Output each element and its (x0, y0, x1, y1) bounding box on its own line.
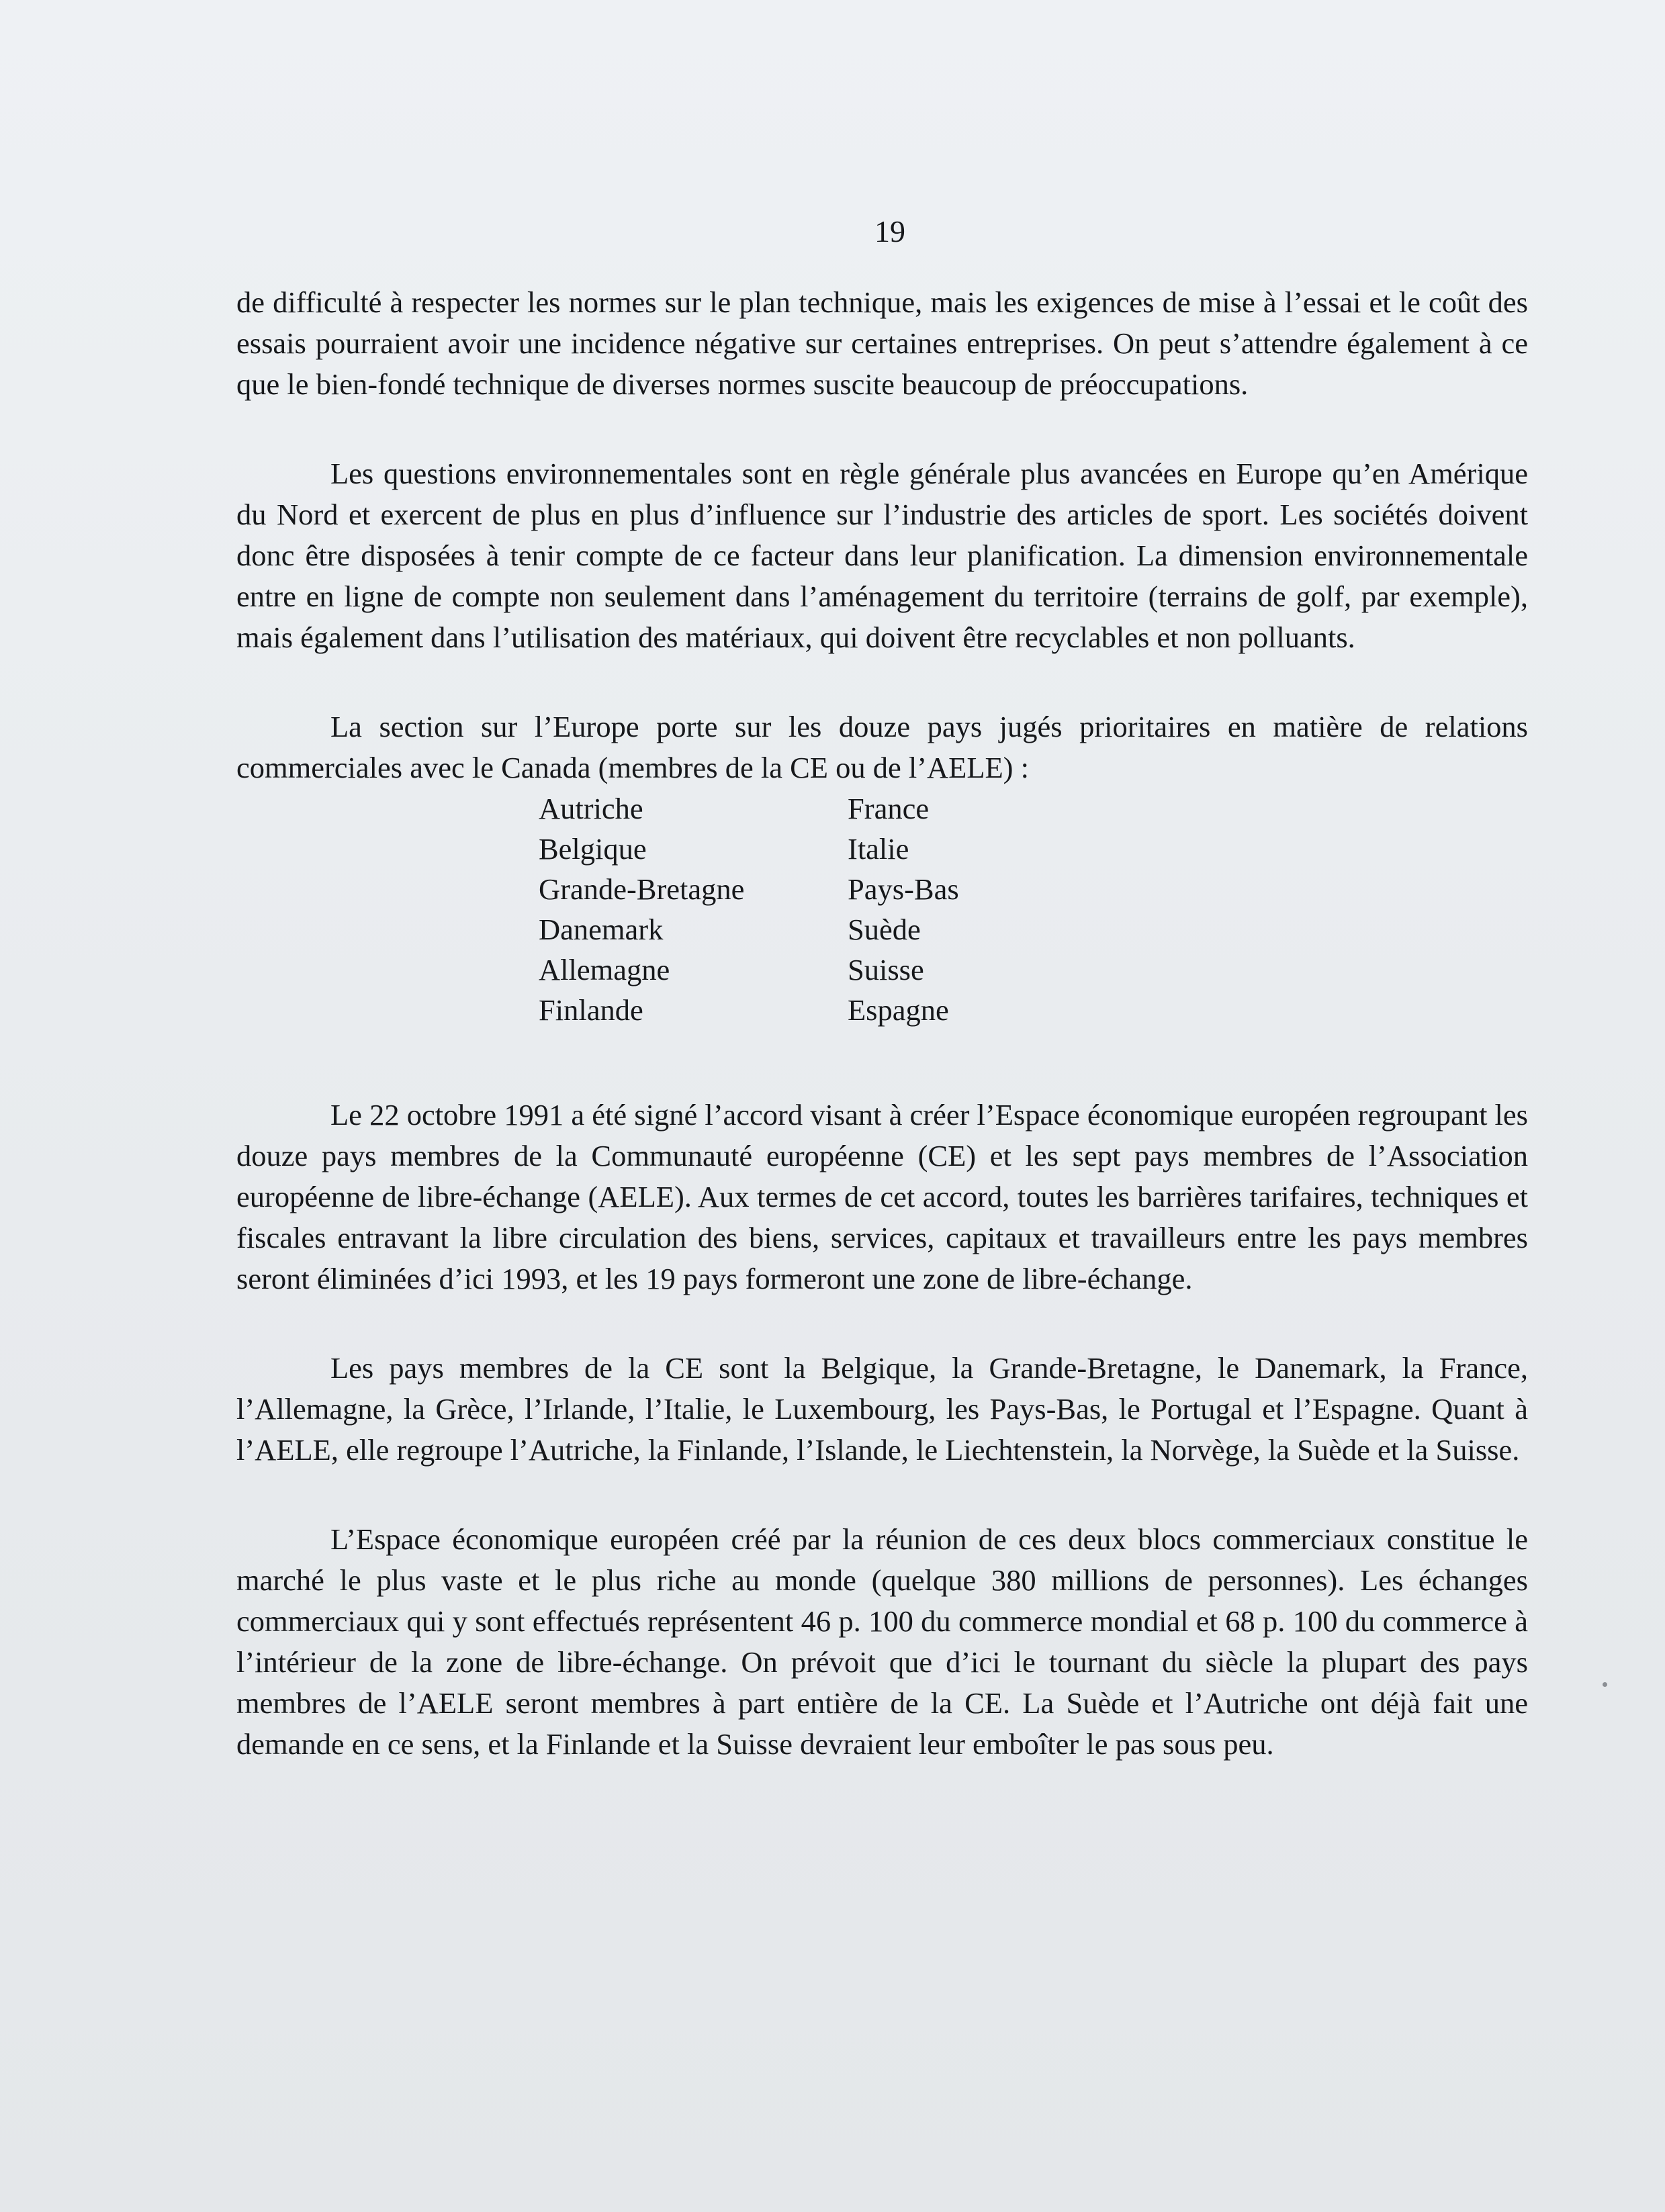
page-body (236, 282, 1528, 1813)
paragraph-member-states: Les pays membres de la CE sont la Belgique, la Grande-Bretagne, le Danemark, la France, l’Allemagne, la Grèce, l’Irlande, l’Italie, le Luxembourg, les Pays-Bas, le Portugal et l’Espagne. Quant à l’AELE, elle regroupe l’Autriche, la Finlande, l’Islande, le Liechtenstein, la Norvège, la Suède et la Suisse. (236, 1351, 1528, 1467)
countries-left-column (539, 788, 848, 1030)
scan-speck (1603, 1682, 1607, 1687)
paragraph-environmental-issues: Les questions environnementales sont en règle générale plus avancées en Europe qu’en Amérique du Nord et exercent de plus en plus d’influence sur l’industrie des articles de sport. Les sociétés doivent donc être disposées à tenir compte de ce facteur dans leur planification. La dimension environnementale entre en ligne de compte non seulement dans l’aménagement du territoire (terrains de golf, par exemple), mais également dans l’utilisation des matériaux, qui doivent être recyclables et non polluants. (236, 457, 1528, 654)
paragraph-standards-difficulty: de difficulté à respecter les normes sur le plan technique, mais les exigences de mise à l’essai et le coût des essais pourraient avoir une incidence négative sur certaines entreprises. On peut s’attendre également à ce que le bien-fondé technique de diverses normes suscite beaucoup de préoccupations. (236, 285, 1528, 401)
country-item: Belgique (539, 832, 647, 866)
country-item: Suède (848, 913, 921, 946)
country-item: Suisse (848, 953, 924, 986)
country-item: Autriche (539, 792, 643, 825)
priority-countries-list (539, 788, 1528, 1030)
country-item: France (848, 792, 930, 825)
paragraph-eee-agreement: Le 22 octobre 1991 a été signé l’accord visant à créer l’Espace économique européen regroupant les douze pays membres de la Communauté européenne (CE) et les sept pays membres de l’Association européenne de libre-échange (AELE). Aux termes de cet accord, toutes les barrières tarifaires, techniques et fiscales entravant la libre circulation des biens, services, capitaux et travailleurs entre les pays membres seront éliminées d’ici 1993, et les 19 pays formeront une zone de libre-échange. (236, 1098, 1528, 1295)
country-item: Espagne (848, 993, 949, 1027)
country-item: Finlande (539, 993, 643, 1027)
country-item: Danemark (539, 913, 664, 946)
country-item: Allemagne (539, 953, 670, 986)
country-item: Grande-Bretagne (539, 872, 745, 906)
countries-right-column (848, 788, 1157, 1030)
country-item: Pays-Bas (848, 872, 959, 906)
paragraph-eee-market: L’Espace économique européen créé par la réunion de ces deux blocs commerciaux constitue le marché le plus vaste et le plus riche au monde (quelque 380 millions de personnes). Les échanges commerciaux qui y sont effectués représentent 46 p. 100 du commerce mondial et 68 p. 100 du commerce à l’intérieur de la zone de libre-échange. On prévoit que d’ici le tournant du siècle la plupart des pays membres de l’AELE seront membres à part entière de la CE. La Suède et l’Autriche ont déjà fait une demande en ce sens, et la Finlande et la Suisse devraient leur emboîter le pas sous peu. (236, 1522, 1528, 1761)
page-number: 19 (874, 214, 905, 248)
country-item: Italie (848, 832, 909, 866)
paragraph-priority-countries-intro: La section sur l’Europe porte sur les douze pays jugés prioritaires en matière de relations commerciales avec le Canada (membres de la CE ou de l’AELE) : (236, 710, 1528, 784)
